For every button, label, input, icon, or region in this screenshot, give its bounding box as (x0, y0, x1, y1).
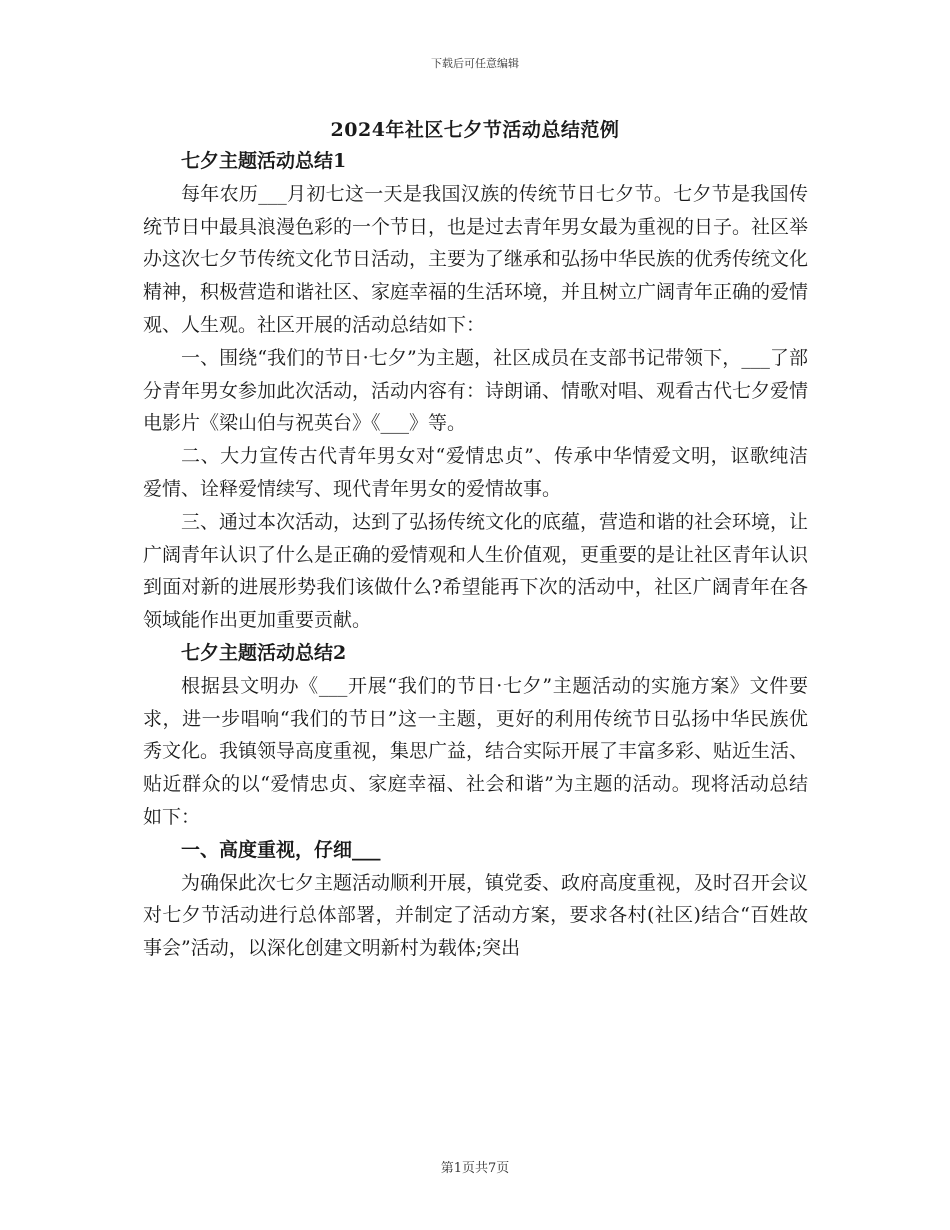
paragraph: 一、围绕“我们的节日·七夕”为主题，社区成员在支部书记带领下，___了部分青年男女参加此次活动，活动内容有：诗朗诵、情歌对唱、观看古代七夕爱情电影片《梁山伯与祝英台》《___》等。 (143, 346, 809, 435)
section-heading-1: 七夕主题活动总结1 (181, 150, 347, 172)
paragraph: 为确保此次七夕主题活动顺利开展，镇党委、政府高度重视，及时召开会议对七夕节活动进行总体部署，并制定了活动方案，要求各村(社区)结合“百姓故事会”活动，以深化创建文明新村为载体;突出 (143, 871, 809, 960)
paragraph: 二、大力宣传古代青年男女对“爱情忠贞”、传承中华情爱文明，讴歌纯洁爱情、诠释爱情续写、现代青年男女的爱情故事。 (143, 445, 808, 500)
paragraph: 每年农历___月初七这一天是我国汉族的传统节日七夕节。七夕节是我国传统节日中最具浪漫色彩的一个节日，也是过去青年男女最为重视的日子。社区举办这次七夕节传统文化节日活动，主要为了继承和弘扬中华民族的优秀传统文化精神，积极营造和谐社区、家庭幸福的生活环境，并且树立广阔青年正确的爱情观、人生观。社区开展的活动总结如下： (143, 182, 809, 336)
sub-heading: 一、高度重视，仔细___ (181, 838, 381, 861)
document-title: 2024年社区七夕节活动总结范例 (330, 119, 620, 141)
section-heading-2: 七夕主题活动总结2 (181, 641, 347, 664)
paragraph: 三、通过本次活动，达到了弘扬传统文化的底蕴，营造和谐的社会环境，让广阔青年认识了什么是正确的爱情观和人生价值观，更重要的是让社区青年认识到面对新的进展形势我们该做什么?希望能再下次的活动中，社区广阔青年在各领域能作出更加重要贡献。 (143, 510, 809, 632)
document-body (143, 145, 808, 965)
page-footer: 第1页共7页 (440, 1161, 510, 1176)
header-note: 下载后可任意编辑 (431, 57, 519, 70)
paragraph: 根据县文明办《___开展“我们的节日·七夕”主题活动的实施方案》文件要求，进一步唱响“我们的节日”这一主题，更好的利用传统节日弘扬中华民族优秀文化。我镇领导高度重视，集思广益，结合实际开展了丰富多彩、贴近生活、贴近群众的以“爱情忠贞、家庭幸福、社会和谐”为主题的活动。现将活动总结如下： (143, 674, 809, 828)
